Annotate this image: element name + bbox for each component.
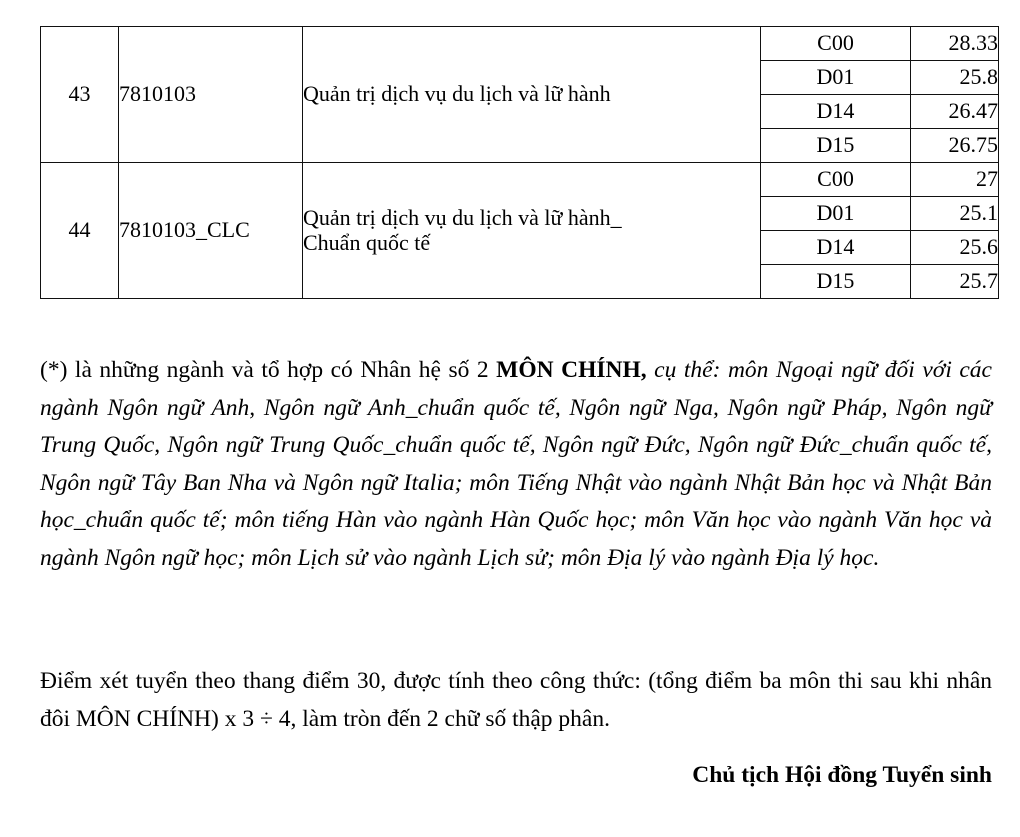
table xyxy=(40,26,999,299)
admissions-score-table xyxy=(40,26,998,299)
row-index-cell: 43 xyxy=(41,27,119,163)
score-formula-paragraph xyxy=(40,663,992,738)
major-name-line-1: Quản trị dịch vụ du lịch và lữ hành xyxy=(303,81,611,107)
table-row xyxy=(41,27,999,61)
footnote-text xyxy=(40,352,992,578)
row-index-cell: 44 xyxy=(41,163,119,299)
signature-title: Chủ tịch Hội đồng Tuyển sinh xyxy=(692,762,992,788)
major-name-line-2: Chuẩn quốc tế xyxy=(303,229,431,255)
benchmark-score-cell: 25.8 xyxy=(911,61,999,95)
benchmark-score-cell: 26.47 xyxy=(911,95,999,129)
footnote-bold-term: MÔN CHÍNH, xyxy=(496,357,647,383)
benchmark-score-cell: 25.7 xyxy=(911,265,999,299)
major-name-line-1: Quản trị dịch vụ du lịch và lữ hành_ xyxy=(303,204,622,230)
subject-block-cell: D01 xyxy=(761,61,911,95)
table-row xyxy=(41,163,999,197)
benchmark-score-cell: 25.6 xyxy=(911,231,999,265)
major-code-cell: 7810103_CLC xyxy=(119,163,303,299)
subject-block-cell: D14 xyxy=(761,231,911,265)
subject-block-cell: C00 xyxy=(761,27,911,61)
subject-block-cell: D15 xyxy=(761,265,911,299)
footnote-lead: (*) là những ngành và tổ hợp có Nhân hệ số 2 xyxy=(40,357,497,383)
subject-block-cell: D01 xyxy=(761,197,911,231)
major-name-cell xyxy=(303,163,761,299)
score-formula-text: Điểm xét tuyển theo thang điểm 30, được tính theo công thức: (tổng điểm ba môn thi sau khi nhân đôi MÔN CHÍNH) x 3 ÷ 4, làm tròn đến 2 chữ số thập phân. xyxy=(40,668,992,732)
benchmark-score-cell: 25.1 xyxy=(911,197,999,231)
benchmark-score-cell: 26.75 xyxy=(911,129,999,163)
footnote-paragraph xyxy=(40,352,992,578)
major-name-cell xyxy=(303,27,761,163)
benchmark-score-cell: 28.33 xyxy=(911,27,999,61)
subject-block-cell: D14 xyxy=(761,95,911,129)
major-code-cell: 7810103 xyxy=(119,27,303,163)
footnote-italic-body: cụ thể: môn Ngoại ngữ đối với các ngành Ngôn ngữ Anh, Ngôn ngữ Anh_chuẩn quốc tế, Ngôn ngữ Nga, Ngôn ngữ Pháp, Ngôn ngữ Trung Quốc, Ngôn ngữ Trung Quốc_chuẩn quốc tế, Ngôn ngữ Đức, Ngôn ngữ Đức_chuẩn quốc tế, Ngôn ngữ Tây Ban Nha và Ngôn ngữ Italia; môn Tiếng Nhật vào ngành Nhật Bản học và Nhật Bản học_chuẩn quốc tế; môn tiếng Hàn vào ngành Hàn Quốc học; môn Văn học vào ngành Văn học và ngành Ngôn ngữ học; môn Lịch sử vào ngành Lịch sử; môn Địa lý vào ngành Địa lý học. xyxy=(40,357,992,571)
subject-block-cell: D15 xyxy=(761,129,911,163)
subject-block-cell: C00 xyxy=(761,163,911,197)
benchmark-score-cell: 27 xyxy=(911,163,999,197)
